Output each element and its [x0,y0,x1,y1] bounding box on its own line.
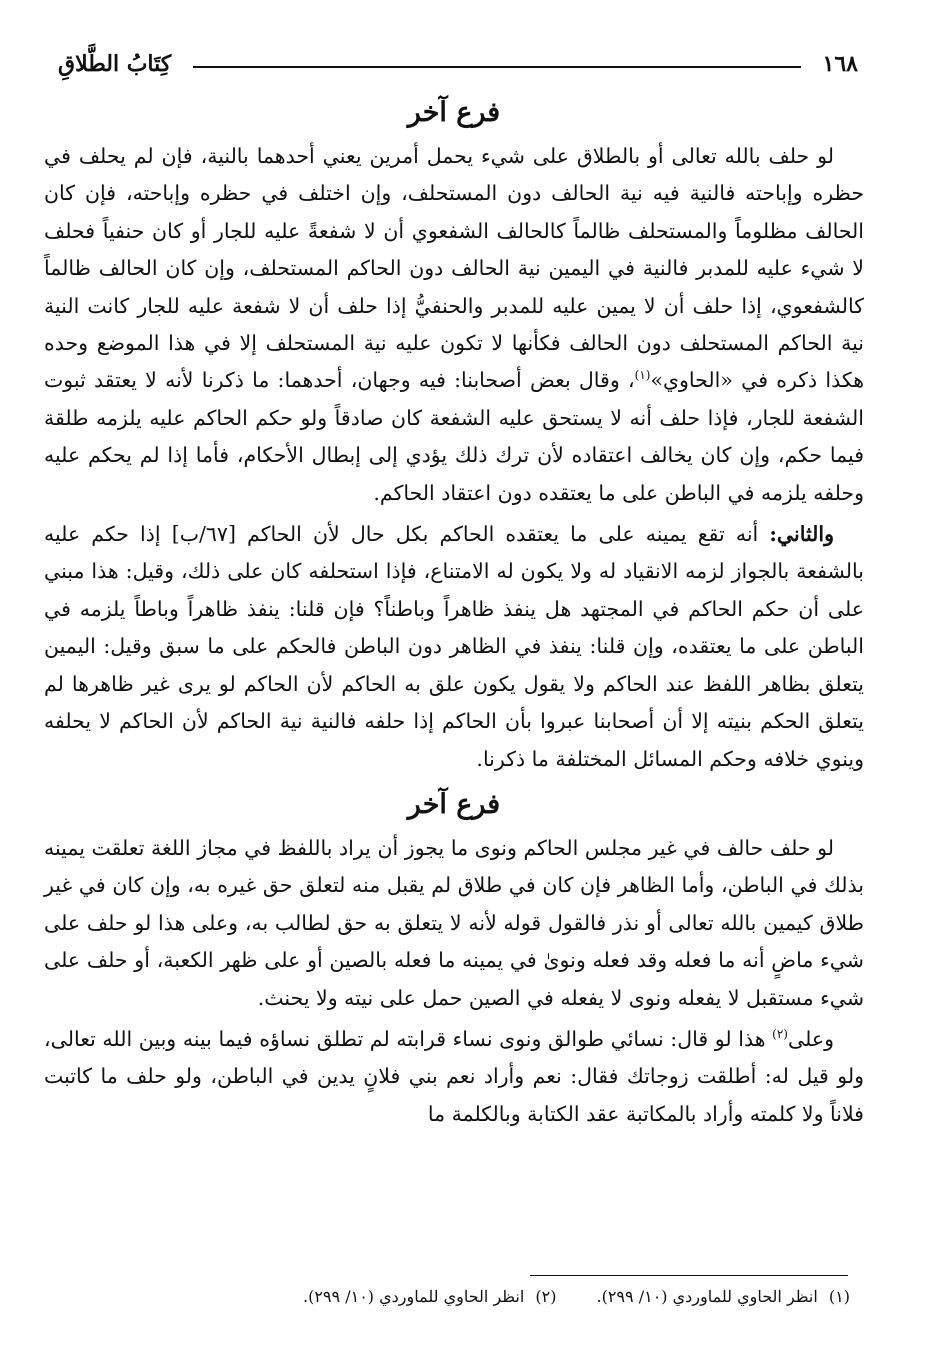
paragraph-text-continued: ، وقال بعض أصحابنا: فيه وجهان، أحدهما: ما ذكرنا لأنه لا يعتقد ثبوت الشفعة للجار، فإذا حلف أنه لا يستحق عليه الشفعة كان صادقاً ولو حكم الحاكم عليه يلزمه طلقة فيما حكم، وإن كان يخالف اعتقاده لأن ترك ذلك يؤدي إلى إبطال الأحكام، فأما إذا لم يحكم عليه وحلفه يلزمه في الباطن على ما يعتقده دون اعتقاد الحاكم. [44,368,864,505]
page-number: ١٦٨ [822,51,858,77]
paragraph [44,830,864,1017]
paragraph [44,138,864,512]
footnotes [90,1287,850,1306]
paragraph-text: وعلى [787,1026,834,1051]
footnote-ref: (٢) [772,1027,788,1042]
footnote-text: انظر الحاوي للماوردي (١٠/ ٢٩٩). [596,1287,818,1306]
book-title: كِتَابُ الطَّلاقِ [58,51,172,77]
paragraph-text: أنه تقع يمينه على ما يعتقده الحاكم بكل حال لأن الحاكم [٦٧/ب] إذا حكم عليه بالشفعة بالجواز لزمه الانقياد له ولا يكون له الامتناع، فإذا استحلفه كان على ذلك، وقيل: هذا مبني على أن حكم الحاكم في المجتهد هل ينفذ ظاهراً وباطناً؟ فإن قلنا: ينفذ ظاهراً وباطاً يلزمه في الباطن على ما يعتقده، وإن قلنا: ينفذ في الظاهر دون الباطن فالحكم على ما سبق وقيل: اليمين يتعلق بظاهر اللفظ عند الحاكم ولا يقول يكون علق به الحاكم لأن الحاكم لو يرى غير ظاهرها لم يتعلق الحكم بنيته إلا أن أصحابنا عبروا بأن الحاكم إذا حلفه فالنية نية الحاكم لأن الحاكم لا يحلفه وينوي خلافه وحكم المسائل المختلفة ما ذكرنا. [44,522,864,771]
footnote-rule [530,1275,848,1276]
section-heading: فرع آخر [407,788,501,820]
paragraph [44,1021,864,1133]
footnote [597,1287,851,1306]
footnote-number: (١) [828,1287,850,1306]
footnote-text: انظر الحاوي للماوردي (١٠/ ٢٩٩). [303,1287,525,1306]
paragraph-text-continued: هذا لو قال: نسائي طوالق ونوى نساء قرابته لم تطلق نساؤه فيما بينه وبين الله تعالى، ولو قيل له: أطلقت زوجاتك فقال: نعم وأراد نعم بني فلانٍ يدين في الباطن، ولو حلف ما كاتبت فلاناً ولا كلمته وأراد بالمكاتبة عقد الكتابة وبالكلمة ما [44,1026,864,1126]
paragraph-text: لو حلف حالف في غير مجلس الحاكم ونوى ما يجوز أن يراد باللفظ في مجاز اللغة تعلقت يمينه بذلك في الباطن، وأما الظاهر فإن كان في طلاق لم يقبل منه لتعلق حق غيره به، وإن كان في غير طلاق كيمين بالله تعالى أو نذر فالقول قوله لأنه لا يتعلق به حق لطالب به، وعلى هذا لو حلف على شيء ماضٍ أنه ما فعله وقد فعله ونوىٰ في يمينه ما فعله بالصين أو على ظهر الكعبة، أو حلف على شيء مستقبل لا يفعله ونوى لا يفعله في الصين حمل على نيته ولا يحنث. [44,835,864,1010]
paragraph-lead: والثاني: [769,522,834,547]
header-rule [193,66,800,68]
footnote-ref: (١) [634,368,651,383]
running-header [58,44,858,84]
footnote [303,1287,557,1306]
section-heading: فرع آخر [407,97,501,128]
footnote-number: (٢) [535,1287,557,1306]
page-body [44,92,864,1133]
paragraph-text: لو حلف بالله تعالى أو بالطلاق على شيء يحمل أمرين يعني أحدهما بالنية، فإن لم يحلف في حظره وإباحته فالنية فيه نية الحالف دون المستحلف، وإن اختلف في حظره وإباحته، فإن كان الحالف مظلوماً والمستحلف ظالماً كالحالف الشفعوي أن لا شفعةً عليه للجار أو كان حنفياً فحلف لا شيء عليه للمدبر فالنية في اليمين نية الحالف دون الحاكم المستحلف، وإن كان الحالف ظالماً كالشفعوي، إذا حلف أن لا يمين عليه للمدبر والحنفيُّ إذا حلف أن لا شفعة عليه للجار كانت النية نية الحاكم المستحلف دون الحالف فكأنها لا تكون عليه نية المستحلف إلا في هذا الموضع وحده هكذا ذكره في «الحاوي» [44,144,865,393]
paragraph [44,516,864,778]
